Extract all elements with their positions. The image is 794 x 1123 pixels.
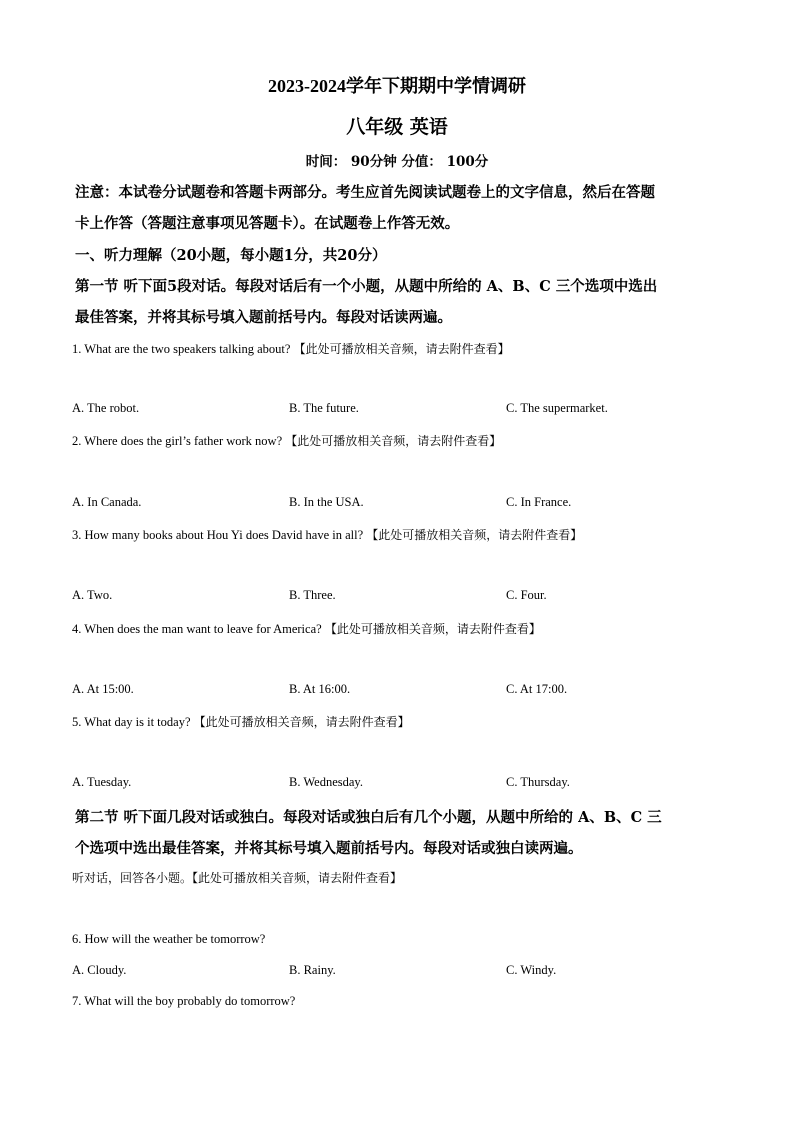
option-b: B. Three.: [289, 588, 336, 602]
question-1: [72, 340, 510, 357]
section2-line-2: 个选项中选出最佳答案，并将其标号填入题前括号内。每段对话或独白读两遍。: [75, 840, 583, 857]
notice-line-1: 注意：本试卷分试题卷和答题卡两部分。考生应首先阅读试题卷上的文字信息，然后在答题: [75, 184, 655, 201]
exam-meta: 时间： 90分钟 分值： 100分: [305, 154, 489, 170]
question-4: [72, 620, 541, 637]
question-text: 6. How will the weather be tomorrow?: [72, 932, 266, 946]
option-b: B. In the USA.: [289, 495, 364, 509]
question-5: [72, 713, 410, 730]
question-3: [72, 526, 582, 543]
option-a: A. At 15:00.: [72, 682, 134, 696]
audio-note[interactable]: 【此处可播放相关音频，请去附件查看】: [192, 871, 403, 885]
exam-title: 2023-2024学年下期期中学情调研: [268, 76, 526, 96]
option-c: C. Windy.: [506, 963, 557, 977]
question-text: 1. What are the two speakers talking about?: [72, 342, 291, 356]
option-c: C. The supermarket.: [506, 401, 608, 415]
section1-line-2: 最佳答案，并将其标号填入题前括号内。每段对话读两遍。: [75, 309, 452, 326]
option-c: C. Four.: [506, 588, 547, 602]
audio-note[interactable]: 【此处可播放相关音频，请去附件查看】: [293, 342, 510, 356]
section2-instruction: [72, 869, 402, 886]
question-text: 4. When does the man want to leave for America?: [72, 622, 322, 636]
audio-note[interactable]: 【此处可播放相关音频，请去附件查看】: [193, 715, 410, 729]
question-6: [72, 932, 265, 947]
audio-note[interactable]: 【此处可播放相关音频，请去附件查看】: [366, 528, 583, 542]
audio-note[interactable]: 【此处可播放相关音频，请去附件查看】: [324, 622, 541, 636]
part1-heading: 一、听力理解（20小题，每小题1分，共20分）: [75, 247, 387, 264]
option-b: B. Rainy.: [289, 963, 336, 977]
audio-note[interactable]: 【此处可播放相关音频，请去附件查看】: [285, 434, 502, 448]
option-c: C. In France.: [506, 495, 572, 509]
section2-line-1: 第二节 听下面几段对话或独白。每段对话或独白后有几个小题，从题中所给的 A、B、C 三: [75, 809, 662, 826]
option-a: A. Tuesday.: [72, 775, 132, 789]
section1-line-1: 第一节 听下面5段对话。每段对话后有一个小题，从题中所给的 A、B、C 三个选项中选出: [75, 278, 658, 295]
option-b: B. The future.: [289, 401, 359, 415]
option-a: A. The robot.: [72, 401, 140, 415]
option-c: C. At 17:00.: [506, 682, 568, 696]
option-c: C. Thursday.: [506, 775, 570, 789]
question-7: [72, 994, 295, 1009]
instruction-text: 听对话，回答各小题。: [72, 871, 193, 885]
question-text: 3. How many books about Hou Yi does David have in all?: [72, 528, 364, 542]
exam-subtitle: 八年级 英语: [346, 116, 448, 138]
notice-line-2: 卡上作答（答题注意事项见答题卡）。在试题卷上作答无效。: [75, 215, 460, 232]
option-a: A. In Canada.: [72, 495, 142, 509]
option-b: B. At 16:00.: [289, 682, 351, 696]
option-a: A. Two.: [72, 588, 113, 602]
question-text: 5. What day is it today?: [72, 715, 191, 729]
option-b: B. Wednesday.: [289, 775, 363, 789]
option-a: A. Cloudy.: [72, 963, 127, 977]
question-text: 7. What will the boy probably do tomorrow?: [72, 994, 296, 1008]
question-text: 2. Where does the girl’s father work now?: [72, 434, 283, 448]
question-2: [72, 432, 501, 449]
